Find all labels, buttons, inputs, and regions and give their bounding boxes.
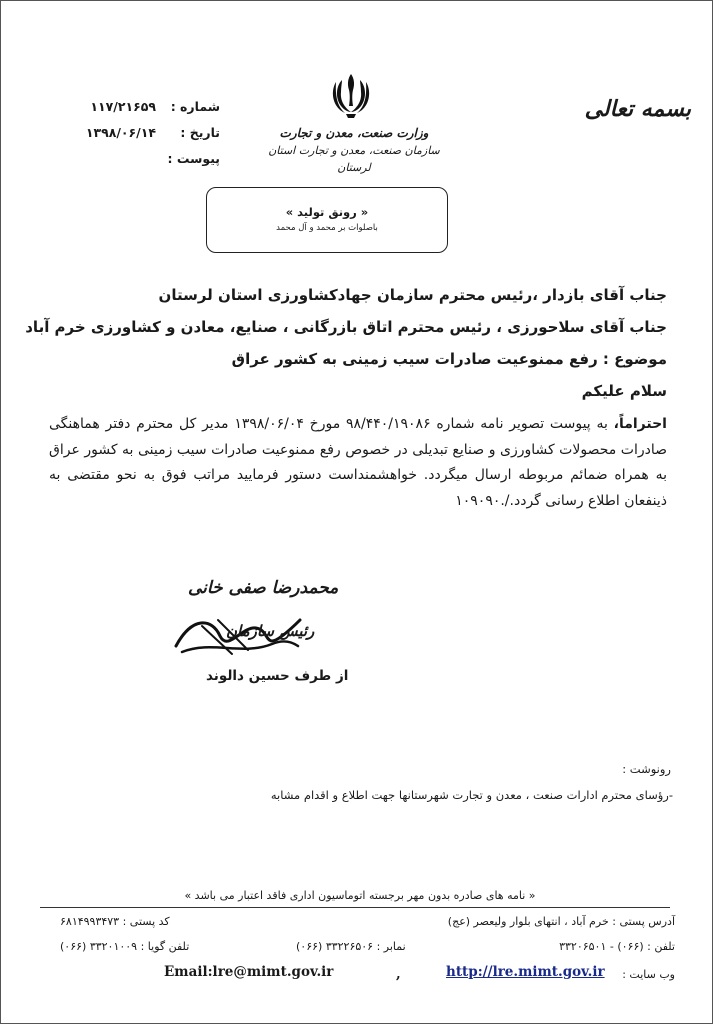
website-link[interactable]: http://lre.mimt.gov.ir: [446, 964, 605, 980]
date-label: تاریخ :: [180, 125, 220, 140]
number-value: ۱۱۷/۲۱۶۵۹: [90, 99, 156, 114]
cc-text: -رؤسای محترم ادارات صنعت ، معدن و تجارت شهرستانها جهت اطلاع و اقدام مشابه: [270, 788, 673, 802]
bismillah-heading: بسمه تعالی: [584, 96, 691, 122]
ministry-name: وزارت صنعت، معدن و تجارت: [279, 126, 429, 140]
footer-fax: نمابر : ۳۳۲۲۶۵۰۶ (۰۶۶): [296, 940, 406, 953]
iran-emblem-icon: [328, 70, 374, 120]
ministry-letterhead: [254, 125, 454, 176]
slogan-subtitle: باصلوات بر محمد و آل محمد: [276, 223, 378, 233]
date-value: ۱۳۹۸/۰۶/۱۴: [85, 125, 156, 140]
footer-address: آدرس پستی : خرم آباد ، انتهای بلوار ولیعصر (عج): [447, 915, 675, 928]
email-address[interactable]: Email:lre@mimt.gov.ir: [164, 964, 334, 980]
footer-separator: ,: [396, 966, 401, 982]
footer-voice-phone: تلفن گویا : ۳۳۲۰۱۰۰۹ (۰۶۶): [60, 940, 190, 953]
body-text: به پیوست تصویر نامه شماره ۹۸/۴۴۰/۱۹۰۸۶ مورخ ۱۳۹۸/۰۶/۰۴ مدیر کل محترم دفتر هماهنگی صادرات محصولات کشاورزی و صنایع تبدیلی در خصوص رفع ممنوعیت صادرات سیب زمینی به کشور عراق به همراه ضمائم مربوطه ارسال میگردد. خواهشمنداست دستور فرمایید مراتب فوق به نحو مقتضی به ذینفعان اطلاع رسانی گردد./.۱۰۹۰۹۰: [49, 416, 667, 509]
letter-body: [49, 412, 667, 514]
slogan-title: « رونق تولید »: [285, 205, 369, 219]
footer-divider: [40, 907, 670, 908]
footer-postal-code: کد پستی : ۶۸۱۴۹۹۳۴۷۳: [60, 915, 170, 928]
date-row: [60, 120, 220, 146]
organization-name: سازمان صنعت، معدن و تجارت استان لرستان: [268, 144, 440, 174]
validity-notice: « نامه های صادره بدون مهر برجسته اتوماسیون اداری فاقد اعتبار می باشد »: [184, 889, 536, 902]
attachment-row: [60, 146, 220, 172]
letter-metadata: [60, 94, 220, 172]
signatory-name: محمدرضا صفی خانی: [188, 578, 339, 598]
number-row: [60, 94, 220, 120]
recipient-line-1: جناب آقای بازدار ،رئیس محترم سازمان جهادکشاورزی استان لرستان: [158, 286, 667, 304]
greeting: سلام علیکم: [581, 382, 667, 400]
footer-phone: تلفن : (۰۶۶) - ۳۳۲۰۶۵۰۱: [559, 940, 675, 953]
footer-website-label: وب سایت :: [622, 968, 675, 981]
body-lead: احتراماً،: [613, 416, 667, 432]
number-label: شماره :: [170, 99, 220, 114]
subject-line: موضوع : رفع ممنوعیت صادرات سیب زمینی به کشور عراق: [231, 350, 667, 368]
signatory-title: رئیس سازمان: [226, 622, 315, 640]
recipient-line-2: جناب آقای سلاحورزی ، رئیس محترم اتاق بازرگانی ، صنایع، معادن و کشاورزی خرم آباد: [25, 318, 667, 336]
slogan-box: [206, 187, 448, 253]
signed-on-behalf: از طرف حسین دالوند: [206, 668, 349, 684]
cc-label: رونوشت :: [622, 762, 671, 776]
attachment-label: پیوست :: [167, 151, 220, 166]
